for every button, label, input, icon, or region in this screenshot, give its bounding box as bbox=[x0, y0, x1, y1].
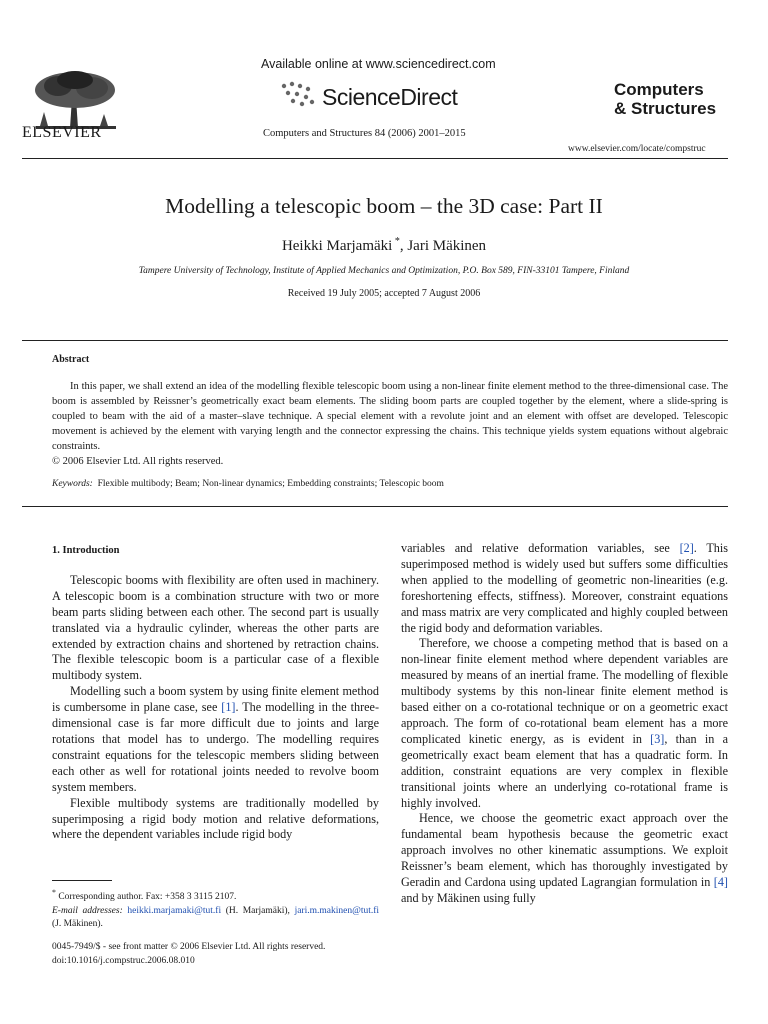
abstract-heading: Abstract bbox=[52, 354, 90, 365]
corresponding-text: Corresponding author. Fax: +358 3 3115 2107. bbox=[55, 892, 237, 903]
available-online-text: Available online at www.sciencedirect.com bbox=[261, 57, 496, 71]
abstract-top-rule bbox=[22, 340, 728, 341]
section-heading: 1. Introduction bbox=[52, 545, 120, 556]
citation-link[interactable]: [3] bbox=[650, 731, 665, 746]
right-column bbox=[401, 541, 728, 907]
email-link[interactable]: jari.m.makinen@tut.fi bbox=[294, 905, 380, 916]
text-span: Modelling such a boom system by using finite element method is cumbersome in plane case, see bbox=[52, 684, 379, 715]
journal-brand bbox=[614, 80, 716, 118]
paragraph bbox=[401, 811, 728, 906]
corresponding-author-note bbox=[52, 886, 379, 905]
issn-line: 0045-7949/$ - see front matter © 2006 Elsevier Ltd. All rights reserved. bbox=[52, 942, 326, 952]
text-span: Hence, we choose the geometric exact approach over the fundamental beam hypothesis because the geometric exact approach involves no other kinematic assumptions. We exploit Reissner’s beam element, which has thoroughly investigated by Geradin and Cardona using updated Lagrangian formulation in bbox=[401, 811, 728, 890]
doi-line[interactable]: doi:10.1016/j.compstruc.2006.08.010 bbox=[52, 955, 195, 966]
paragraph: Telescopic booms with flexibility are often used in machinery. A telescopic boom is a combination structure with two or more beam parts sliding between each other. The second part is usually translated via a hydraulic cylinder, whereas the other parts are extended by extraction chains and shortened by retraction chains. The flexible telescopic boom is a particular case of a flexible multibody system. bbox=[52, 572, 379, 683]
sciencedirect-wordmark: ScienceDirect bbox=[322, 84, 458, 110]
footnote-rule bbox=[52, 880, 112, 881]
publisher-name: ELSEVIER bbox=[22, 124, 102, 141]
authors bbox=[0, 236, 768, 255]
text-span: . This superimposed method is widely used but suffers some difficulties when applied to the modelling of geometric non-linearities (e.g. foreshortening effects, stiffness). Moreover, constraint equations and mass matrix are very complicated and highly coupled between the rigid body and deformation variables. bbox=[401, 541, 728, 635]
footnote-mark: * bbox=[52, 888, 56, 897]
email-label: E-mail addresses: bbox=[52, 905, 123, 916]
received-dates: Received 19 July 2005; accepted 7 August 2006 bbox=[287, 288, 481, 299]
header-rule bbox=[22, 158, 728, 159]
abstract-body bbox=[52, 379, 728, 469]
text-span: Therefore, we choose a competing method that is based on a non-linear finite element method where dependent variables are measured by means of an inertial frame. The modelling of flexible multibody systems by this non-linear finite element method is based either on a co-rotational technique or on a geometric exact approach. The form of co-rotational beam element has a more complicated kinetic energy, as is evident in bbox=[401, 636, 728, 746]
paragraph: Flexible multibody systems are traditionally modelled by superimposing a rigid body motion and relative deformations, where the dependent variables include rigid body bbox=[52, 795, 379, 842]
text-span: variables and relative deformation variables, see bbox=[401, 541, 680, 555]
citation-link[interactable]: [2] bbox=[679, 541, 694, 555]
author-mark: * bbox=[392, 236, 400, 247]
front-matter-info bbox=[52, 941, 325, 968]
paragraph bbox=[52, 684, 379, 795]
citation-link[interactable]: [1] bbox=[221, 700, 236, 715]
author-2: Jari Mäkinen bbox=[407, 238, 487, 254]
keywords-list: Flexible multibody; Beam; Non-linear dynamics; Embedding constraints; Telescopic boom bbox=[97, 479, 444, 489]
affiliation: Tampere University of Technology, Institute of Applied Mechanics and Optimization, P.O. Box 589, FIN-33101 Tampere, Finland bbox=[138, 266, 630, 276]
footnote bbox=[52, 886, 379, 932]
abstract-bottom-rule bbox=[22, 506, 728, 507]
journal-reference: Computers and Structures 84 (2006) 2001–2015 bbox=[263, 128, 466, 139]
abstract-copyright: © 2006 Elsevier Ltd. All rights reserved. bbox=[52, 456, 224, 467]
abstract-text: In this paper, we shall extend an idea of the modelling flexible telescopic boom using a non-linear finite element method to the three-dimensional case. The boom is assembled by Reissner’s geometrically exact beam elements. The sliding boom parts are coupled together by the element, where a slide-spring is coupled to beam with the aid of a master–slave technique. A special element with a revolute joint and an element with offset are developed. Telescopic movement is achieved by the element with varying length and the connector expressing the chains. This technique yields system equations without algebraic constraints. bbox=[52, 381, 728, 452]
paragraph bbox=[401, 636, 728, 811]
journal-url[interactable]: www.elsevier.com/locate/compstruc bbox=[568, 144, 706, 154]
sciencedirect-dots-icon bbox=[278, 80, 318, 110]
left-column bbox=[52, 543, 379, 843]
email-addresses bbox=[52, 905, 379, 932]
author-separator: , bbox=[399, 238, 408, 254]
keywords bbox=[52, 479, 444, 489]
email-owner: (H. Marjamäki), bbox=[221, 905, 295, 916]
article-title: Modelling a telescopic boom – the 3D case: Part II bbox=[165, 194, 603, 218]
text-span: . The modelling in the three-dimensional case is far more difficult due to joints and large rotations that model has to undergo. The modelling requires constraint equations for the telescopic members sliding between each other as well for rotational joints needed to revolve boom system members. bbox=[52, 700, 379, 794]
citation-link[interactable]: [4] bbox=[713, 875, 728, 890]
brand-line-1: Computers bbox=[614, 80, 704, 99]
email-link[interactable]: heikki.marjamaki@tut.fi bbox=[127, 905, 222, 916]
text-span: , than in a geometrically exact beam element that has a quadratic form. In addition, constraint equations are very complex in flexible transitional joints where an underlying co-rotational frame is highly involved. bbox=[401, 731, 728, 810]
text-span: and by Mäkinen using fully bbox=[401, 890, 536, 905]
paragraph bbox=[401, 541, 728, 636]
keywords-label: Keywords: bbox=[52, 479, 93, 489]
author-1: Heikki Marjamäki bbox=[281, 238, 393, 254]
brand-line-2: & Structures bbox=[614, 99, 717, 118]
email-owner: (J. Mäkinen). bbox=[52, 919, 103, 930]
